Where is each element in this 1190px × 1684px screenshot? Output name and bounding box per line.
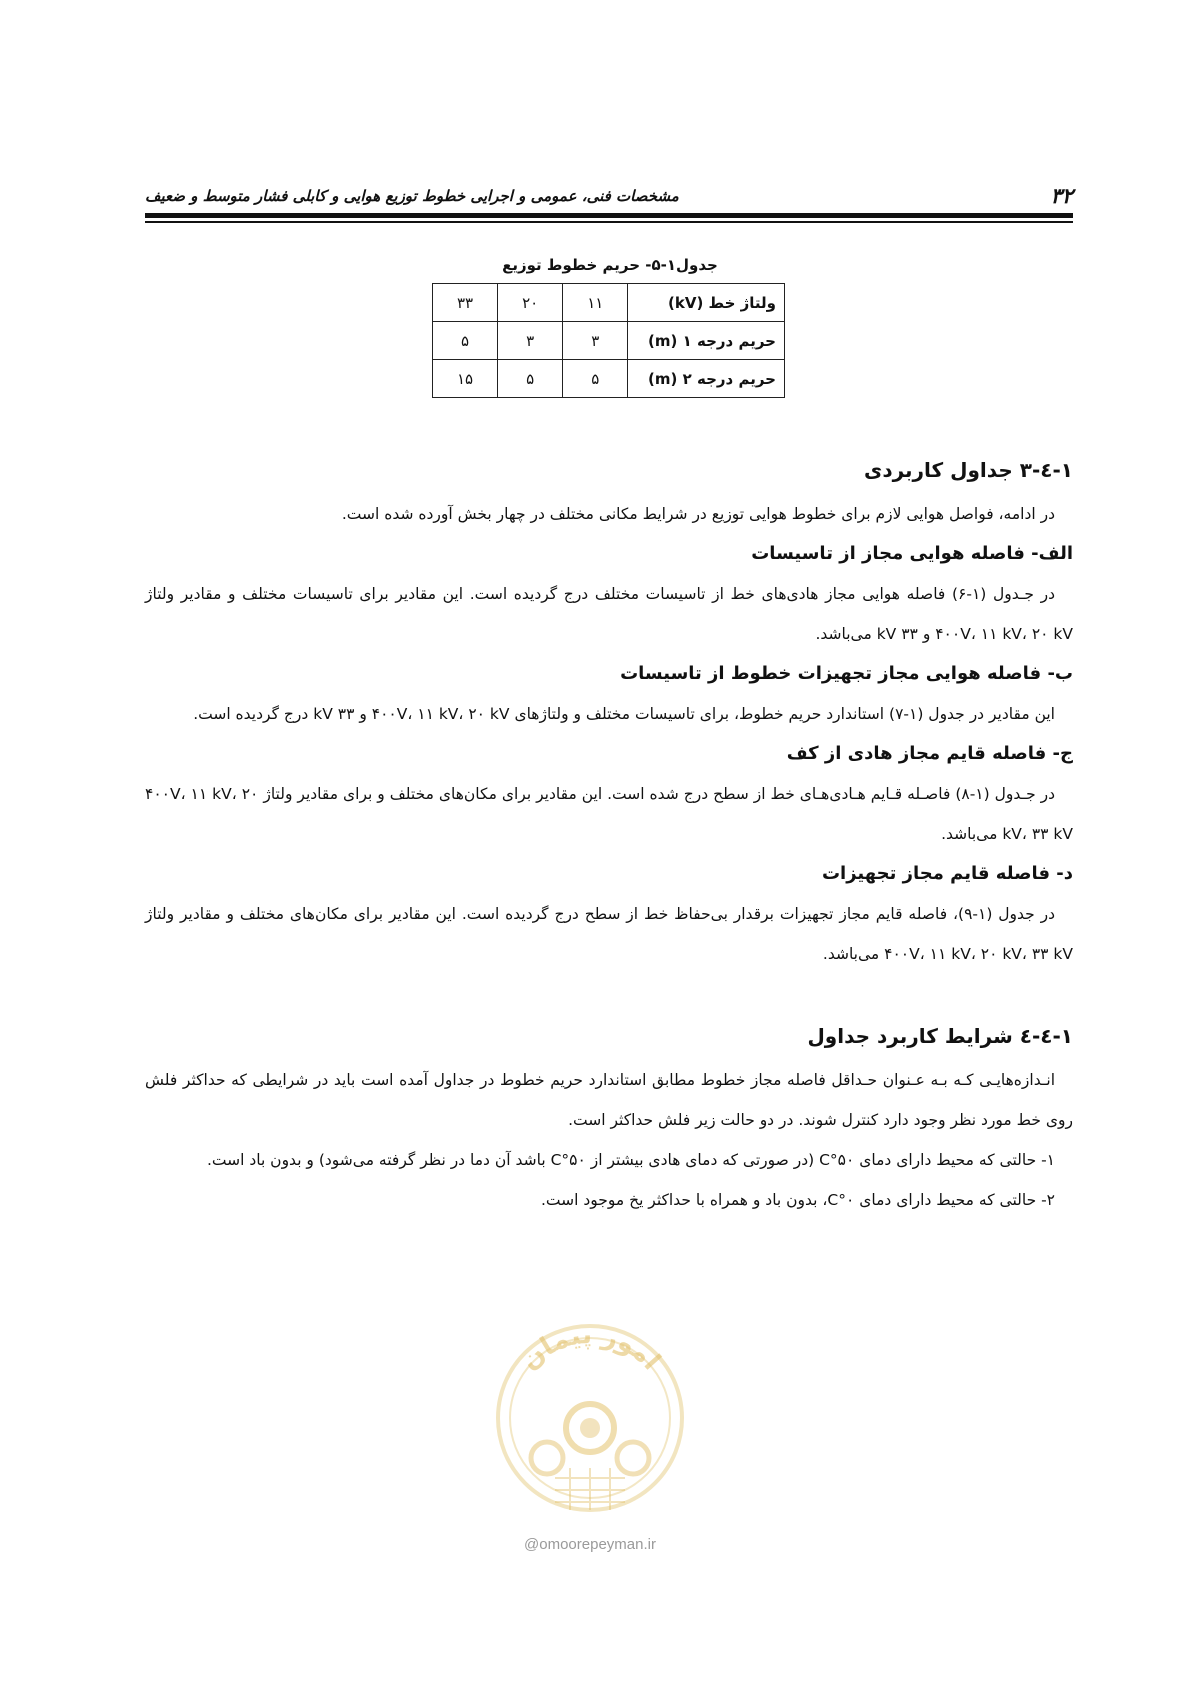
- section-heading: ۱-٤-٤ شرایط کاربرد جداول: [807, 1024, 1073, 1048]
- table-cell: ۳: [563, 322, 628, 360]
- row-label: حریم درجه ۱ (m): [628, 322, 785, 360]
- table-cell: ۲۰: [498, 284, 563, 322]
- table-row: [433, 284, 785, 322]
- watermark-logo-text: امور پیمان: [514, 1319, 667, 1377]
- subsection-heading: ب- فاصله هوایی مجاز تجهیزات خطوط از تاسیسات: [620, 663, 1073, 684]
- body-text: [145, 452, 1073, 1220]
- page-number: ۳۲: [1050, 183, 1073, 208]
- list-item: ۱- حالتی که محیط دارای دمای ۵۰°C (در صورتی که دمای هادی بیشتر از ۵۰°C باشد آن دما در نظر گرفته می‌شود) و بدون باد است.: [206, 1151, 1055, 1169]
- table-row: [433, 322, 785, 360]
- row-label: ولتاژ خط (kV): [628, 284, 785, 322]
- header-rule-thin: [145, 221, 1073, 223]
- table-cell: ۵: [498, 360, 563, 398]
- header-rule-thick: [145, 213, 1073, 218]
- clearance-table: [432, 283, 785, 398]
- table-cell: ۵: [563, 360, 628, 398]
- section-heading: ۱-٤-۳ جداول کاربردی: [863, 458, 1073, 482]
- subsection-heading: الف- فاصله هوایی مجاز از تاسیسات: [751, 543, 1073, 564]
- table-cell: ۳۳: [433, 284, 498, 322]
- page-header: [145, 183, 1073, 209]
- subsection-heading: ج- فاصله قایم مجاز هادی از کف: [786, 743, 1073, 764]
- paragraph: این مقادیر در جدول (۱-۷) استاندارد حریم خطوط، برای تاسیسات مختلف و ولتاژهای ۴۰۰V، ۱۱ kV، ۲۰ kV و ۳۳ kV درج گردیده است.: [193, 705, 1055, 723]
- watermark-site: @omoorepeyman.ir: [524, 1536, 656, 1553]
- list-item: ۲- حالتی که محیط دارای دمای ۰°C، بدون باد و همراه با حداکثر یخ موجود است.: [540, 1191, 1055, 1209]
- paragraph: در جـدول (۱-۸) فاصـله قـایم هـادی‌هـای خط از سطح درج شده است. این مقادیر برای مکان‌های مختلف و برای مقادیر ولتاژ ۴۰۰V، ۱۱ kV، ۲۰ kV، ۳۳ kV می‌باشد.: [145, 785, 1073, 843]
- subsection-heading: د- فاصله قایم مجاز تجهیزات: [821, 863, 1073, 884]
- table-row: [433, 360, 785, 398]
- table-caption: جدول۱-۵- حریم خطوط توزیع: [502, 256, 718, 274]
- paragraph: در ادامه، فواصل هوایی لازم برای خطوط هوایی توزیع در شرایط مکانی مختلف در چهار بخش آورده شده است.: [341, 505, 1055, 523]
- running-title: مشخصات فنی، عمومی و اجرایی خطوط توزیع هوایی و کابلی فشار متوسط و ضعیف: [145, 187, 679, 205]
- table-cell: ۱۵: [433, 360, 498, 398]
- table-cell: ۵: [433, 322, 498, 360]
- paragraph: انـدازه‌هایـی کـه بـه عـنوان حـداقل فاصله مجاز خطوط مطابق استاندارد حریم خطوط در جداول آمده است باید در شرایطی که حداکثر فلش روی خط مورد نظر وجود دارد کنترل شوند. در دو حالت زیر فلش حداکثر است.: [145, 1071, 1073, 1129]
- table-cell: ۳: [498, 322, 563, 360]
- table-cell: ۱۱: [563, 284, 628, 322]
- paragraph: در جدول (۱-۹)، فاصله قایم مجاز تجهیزات برقدار بی‌حفاظ خط از سطح درج گردیده است. این مقادیر برای مکان‌های مختلف و مقادیر ولتاژ ۴۰۰V، ۱۱ kV، ۲۰ kV، ۳۳ kV می‌باشد.: [145, 905, 1073, 963]
- paragraph: در جـدول (۱-۶) فاصله هوایی مجاز هادی‌های خط از تاسیسات مختلف درج گردیده است. این مقادیر برای تاسیسات مختلف و مقادیر ولتاژ ۴۰۰V، ۱۱ kV، ۲۰ kV و ۳۳ kV می‌باشد.: [145, 585, 1073, 643]
- watermark-logo: [485, 1318, 695, 1518]
- row-label: حریم درجه ۲ (m): [628, 360, 785, 398]
